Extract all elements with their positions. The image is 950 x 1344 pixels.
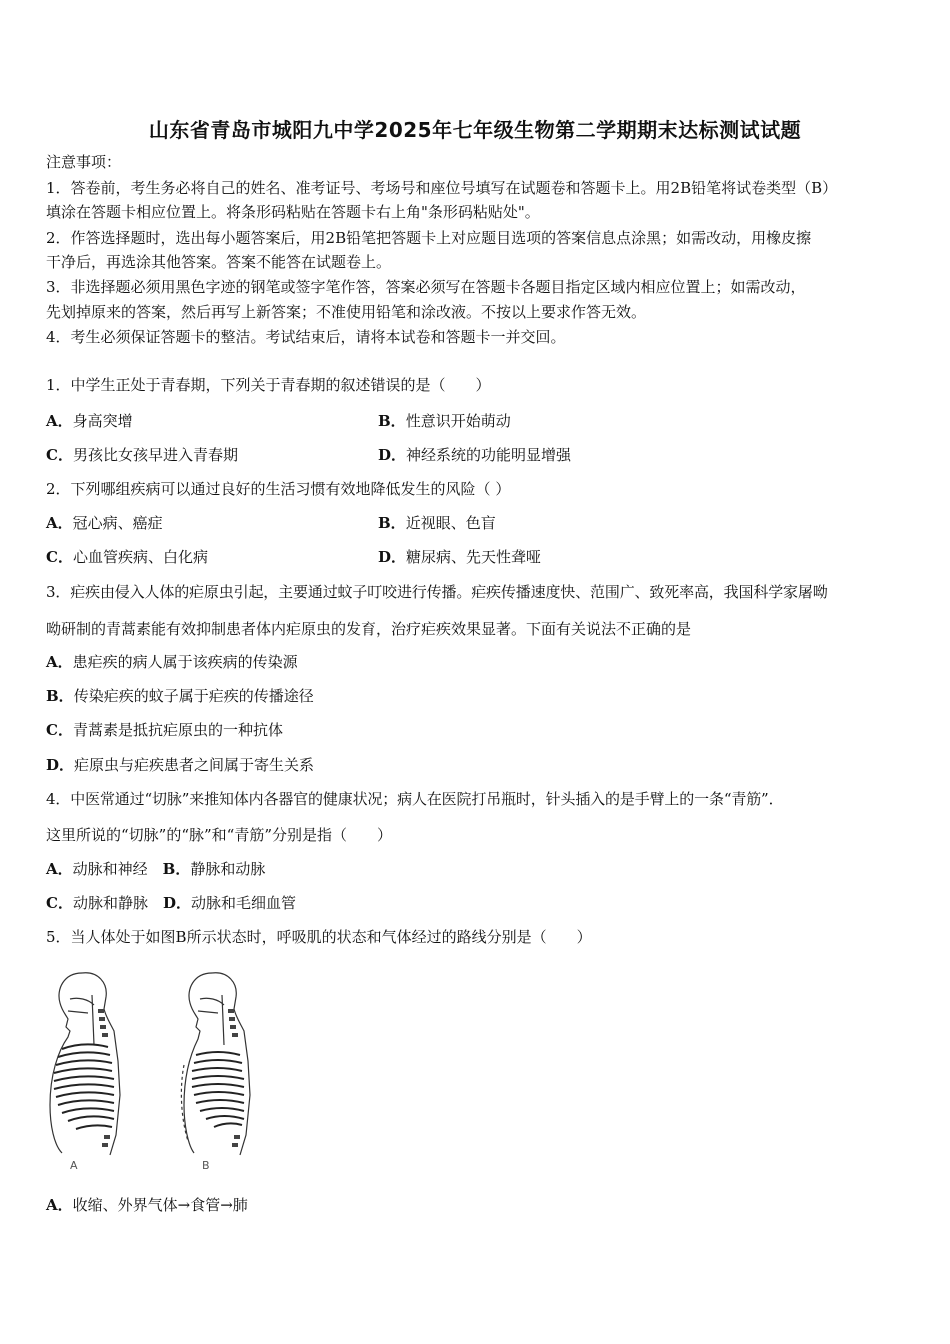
notice-line: 先划掉原来的答案，然后再写上新答案；不准使用铅笔和涂改液。不按以上要求作答无效。 (46, 303, 647, 321)
option-letter: B． (46, 687, 74, 705)
q5-option-a (46, 1195, 248, 1215)
option-text: 神经系统的功能明显增强 (406, 446, 572, 464)
option-text: 心血管疾病、白化病 (72, 548, 208, 566)
figure-label-b: B (202, 1159, 210, 1172)
option-letter: D． (378, 548, 407, 566)
option-text: 患疟疾的病人属于该疾病的传染源 (72, 653, 298, 671)
q3-stem-line1: 3．疟疾由侵入人体的疟原虫引起，主要通过蚊子叮咬进行传播。疟疾传播速度快、范围广、致死率高，我国科学家屠呦 (46, 583, 828, 601)
q2-option-c (46, 547, 208, 567)
option-letter: A． (46, 653, 73, 671)
notice-line: 1．答卷前，考生务必将自己的姓名、准考证号、考场号和座位号填写在试题卷和答题卡上。用2B铅笔将试卷类型（B） (46, 179, 838, 197)
q1-option-d (378, 445, 571, 465)
option-letter: C． (46, 446, 73, 464)
option-text: 动脉和神经 (72, 860, 148, 878)
q3-stem-line2: 呦研制的青蒿素能有效抑制患者体内疟原虫的发育，治疗疟疾效果显著。下面有关说法不正确的是 (46, 620, 692, 638)
notice-line: 4．考生必须保证答题卡的整洁。考试结束后，请将本试卷和答题卡一并交回。 (46, 328, 566, 346)
option-text: 性意识开始萌动 (405, 412, 511, 430)
option-text: 身高突增 (72, 412, 133, 430)
notice-line: 填涂在答题卡相应位置上。将条形码粘贴在答题卡右上角"条形码粘贴处"。 (46, 203, 540, 221)
figure-a-ribs (54, 1044, 114, 1129)
option-letter: C． (46, 721, 73, 739)
option-text: 动脉和静脉 (72, 894, 148, 912)
figure-label-a: A (70, 1159, 78, 1172)
q4-options-cd (46, 893, 296, 913)
option-letter: A． (46, 860, 73, 878)
option-letter: D． (162, 894, 191, 912)
option-text: 疟原虫与疟疾患者之间属于寄生关系 (74, 756, 315, 774)
option-letter: A． (46, 412, 73, 430)
option-letter: B． (378, 412, 406, 430)
q3-option-d (46, 755, 314, 775)
q4-options-ab (46, 859, 265, 879)
notice-line: 3．非选择题必须用黑色字迹的钢笔或签字笔作答，答案必须写在答题卡各题目指定区域内相应位置上；如需改动， (46, 278, 806, 296)
breathing-diagram-figure (44, 965, 274, 1175)
option-letter: D． (46, 756, 75, 774)
q1-option-b (378, 411, 511, 431)
option-letter: C． (46, 548, 73, 566)
figure-b-torso (181, 973, 250, 1155)
option-text: 男孩比女孩早进入青春期 (72, 446, 238, 464)
q1-stem: 1．中学生正处于青春期，下列关于青春期的叙述错误的是（ ） (46, 376, 491, 394)
option-text: 动脉和毛细血管 (191, 894, 297, 912)
notice-line: 干净后，再选涂其他答案。答案不能答在试题卷上。 (46, 253, 392, 271)
notice-line: 2．作答选择题时，选出每小题答案后，用2B铅笔把答题卡上对应题目选项的答案信息点涂黑；如需改动，用橡皮擦 (46, 229, 812, 247)
q4-stem-line2: 这里所说的“切脉”的“脉”和“青筋”分别是指（ ） (46, 826, 393, 844)
option-letter: B． (378, 514, 406, 532)
q2-option-d (378, 547, 541, 567)
option-letter: A． (46, 1196, 73, 1214)
option-text: 青蒿素是抵抗疟原虫的一种抗体 (72, 721, 283, 739)
option-text: 冠心病、癌症 (72, 514, 163, 532)
page-title: 山东省青岛市城阳九中学2025年七年级生物第二学期期末达标测试试题 (148, 118, 802, 142)
option-text: 糖尿病、先天性聋哑 (406, 548, 542, 566)
q3-option-c (46, 720, 283, 740)
option-text: 收缩、外界气体→食管→肺 (72, 1196, 248, 1214)
figure-b-ribs (192, 1052, 244, 1127)
q1-option-c (46, 445, 238, 465)
q3-option-a (46, 652, 298, 672)
q2-option-a (46, 513, 163, 533)
q4-stem-line1: 4．中医常通过“切脉”来推知体内各器官的健康状况；病人在医院打吊瓶时，针头插入的是手臂上的一条“青筋”． (46, 790, 784, 808)
option-text: 近视眼、色盲 (405, 514, 496, 532)
option-letter: A． (46, 514, 73, 532)
q5-stem: 5．当人体处于如图B所示状态时，呼吸肌的状态和气体经过的路线分别是（ ） (46, 928, 592, 946)
option-text: 静脉和动脉 (190, 860, 266, 878)
option-letter: B． (162, 860, 191, 878)
q3-option-b (46, 686, 314, 706)
q2-stem: 2．下列哪组疾病可以通过良好的生活习惯有效地降低发生的风险（ ） (46, 480, 511, 498)
option-text: 传染疟疾的蚊子属于疟疾的传播途径 (73, 687, 314, 705)
option-letter: C． (46, 894, 73, 912)
option-letter: D． (378, 446, 407, 464)
q2-option-b (378, 513, 496, 533)
q1-option-a (46, 411, 133, 431)
notice-heading: 注意事项： (46, 153, 122, 171)
